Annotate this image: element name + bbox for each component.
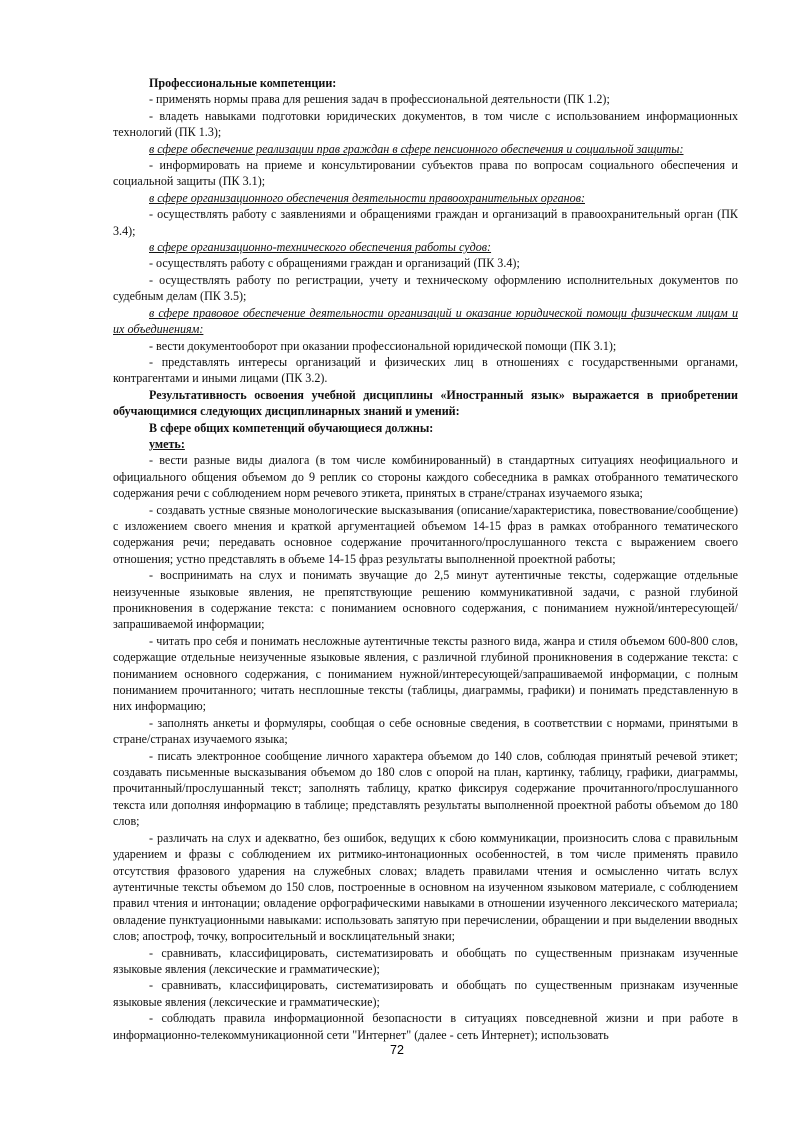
paragraph: В сфере общих компетенций обучающиеся должны: xyxy=(149,420,434,435)
paragraph: - осуществлять работу по регистрации, учету и техническому оформлению исполнительных документов по судебным делам (ПК 3.5); xyxy=(113,272,738,304)
paragraph: Результативность освоения учебной дисциплины «Иностранный язык» выражается в приобретении обучающимися следующих дисциплинарных знаний и умений: xyxy=(113,387,738,419)
paragraph: - применять нормы права для решения задач в профессиональной деятельности (ПК 1.2); xyxy=(149,92,610,107)
paragraph: - заполнять анкеты и формуляры, сообщая о себе основные сведения, в соответствии с нормами, принятыми в стране/странах изучаемого языка; xyxy=(113,715,738,747)
paragraph xyxy=(113,239,738,255)
paragraph: - вести разные виды диалога (в том числе комбинированный) в стандартных ситуациях неофициального и официального общения объемом до 9 реплик со стороны каждого собеседника в рамках отобранного тематического содержания речи с соблюдением норм речевого этикета, принятых в стране/странах изучаемого языка; xyxy=(113,453,738,501)
paragraph: - создавать устные связные монологические высказывания (описание/характеристика, повествование/сообщение) с изложением своего мнения и краткой аргументацией объемом 14-15 фраз в рамках отобранного тематического содержания речи; передавать основное содержание прочитанного/прослушанного текста с выражением своего отношения; устно представлять в объеме 14-15 фраз результаты выполненной проектной работы; xyxy=(113,502,738,566)
document-body xyxy=(113,75,738,1043)
paragraph-text: в сфере организационного обеспечения деятельности правоохранительных органов: xyxy=(149,190,585,205)
paragraph: - владеть навыками подготовки юридических документов, в том числе с использованием информационных технологий (ПК 1.3); xyxy=(113,108,738,140)
paragraph xyxy=(113,436,738,452)
paragraph-text: в сфере обеспечение реализации прав граждан в сфере пенсионного обеспечения и социальной защиты: xyxy=(149,141,684,156)
paragraph: - читать про себя и понимать несложные аутентичные тексты разного вида, жанра и стиля объемом 600-800 слов, содержащие отдельные неизученные языковые явления, с различной глубиной проникновения в содержание текста: с пониманием основного содержания, с пониманием нужной/интересующей/запрашиваемой информации, с полным пониманием прочитанного; читать несплошные тексты (таблицы, диаграммы, графики) и понимать представленную в них информацию; xyxy=(113,633,738,714)
paragraph: - различать на слух и адекватно, без ошибок, ведущих к сбою коммуникации, произносить слова с правильным ударением и фразы с соблюдением их ритмико-интонационных особенностей, в том числе применять правило отсутствия фразового ударения на служебных словах; владеть правилами чтения и осмысленно читать вслух аутентичные тексты объемом до 150 слов, построенные в основном на изученном языковом материале, с соблюдением правил чтения и интонации; овладение орфографическими навыками в отношении изученного лексического материала; овладение пунктуационными навыками: использовать запятую при перечислении, обращении и при выделении вводных слов; апостроф, точку, вопросительный и восклицательный знаки; xyxy=(113,830,738,944)
paragraph: - сравнивать, классифицировать, систематизировать и обобщать по существенным признакам изученные языковые явления (лексические и грамматические); xyxy=(113,945,738,976)
paragraph: - осуществлять работу с обращениями граждан и организаций (ПК 3.4); xyxy=(149,256,520,271)
paragraph: - информировать на приеме и консультировании субъектов права по вопросам социального обеспечения и социальной защиты (ПК 3.1); xyxy=(113,158,738,189)
paragraph-text: в сфере правовое обеспечение деятельности организаций и оказание юридической помощи физическим лицам и их объединениям: xyxy=(113,305,738,337)
paragraph xyxy=(113,305,738,338)
paragraph: - соблюдать правила информационной безопасности в ситуациях повседневной жизни и при работе в информационно-телекоммуникационной сети "Интернет" (далее - сеть Интернет); использовать xyxy=(113,1011,738,1042)
paragraph: - писать электронное сообщение личного характера объемом до 140 слов, соблюдая принятый речевой этикет; создавать письменные высказывания объемом до 180 слов с опорой на план, картинку, таблицу, графики, диаграммы, прочитанный/прослушанный текст; заполнять таблицу, кратко фиксируя содержание прочитанного/прослушанного текста или дополняя информацию в таблице; представлять результаты выполненной проектной работы объемом до 180 слов; xyxy=(113,748,738,829)
paragraph xyxy=(113,141,738,157)
paragraph: - сравнивать, классифицировать, систематизировать и обобщать по существенным признакам изученные языковые явления (лексические и грамматические); xyxy=(113,978,738,1009)
paragraph: - вести документооборот при оказании профессиональной юридической помощи (ПК 3.1); xyxy=(149,338,617,353)
page-number: 72 xyxy=(390,1043,404,1057)
paragraph-text: уметь: xyxy=(149,436,185,451)
paragraph: - воспринимать на слух и понимать звучащие до 2,5 минут аутентичные тексты, содержащие отдельные неизученные языковые явления, не препятствующие решению коммуникативной задачи, с разной глубиной проникновения в содержание текста: с пониманием основного содержания, с пониманием нужной/интересующей/запрашиваемой информации; xyxy=(113,568,738,632)
paragraph-text: в сфере организационно-технического обеспечения работы судов: xyxy=(149,240,492,255)
paragraph: Профессиональные компетенции: xyxy=(149,76,337,90)
paragraph: - осуществлять работу с заявлениями и обращениями граждан и организаций в правоохранительный орган (ПК 3.4); xyxy=(113,207,738,238)
paragraph: - представлять интересы организаций и физических лиц в отношениях с государственными органами, контрагентами и иными лицами (ПК 3.2). xyxy=(113,354,738,386)
paragraph xyxy=(113,190,738,206)
